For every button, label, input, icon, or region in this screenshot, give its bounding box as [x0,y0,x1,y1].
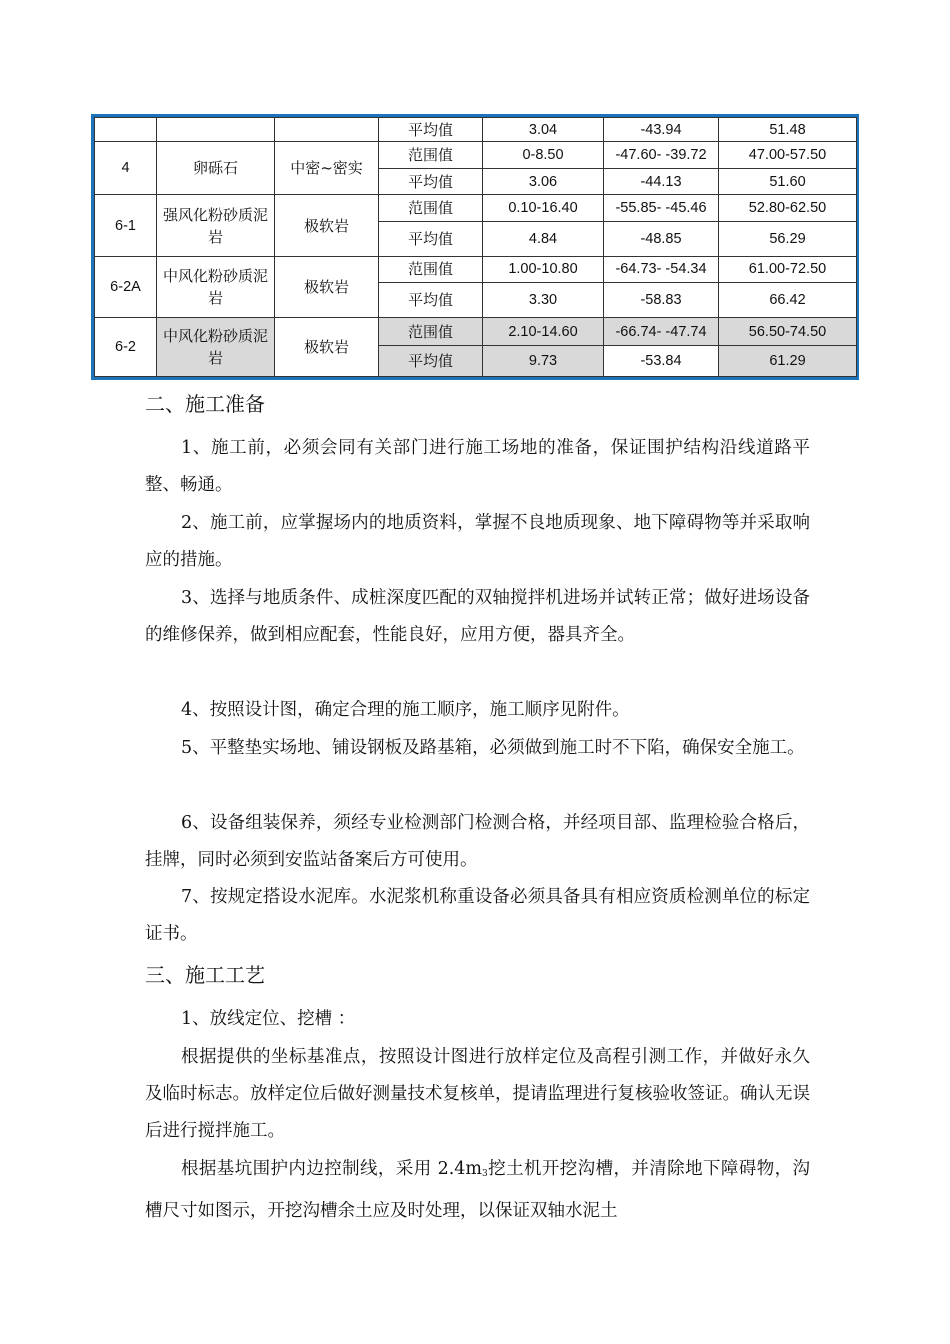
paragraph [145,1151,810,1230]
value-cell: 4.84 [483,221,604,256]
value-cell: 61.00-72.50 [719,256,857,283]
layer-cell: 4 [95,142,157,195]
value-cell: 51.60 [719,168,857,195]
paragraph: 1、放线定位、挖槽 ： [181,1009,356,1029]
value-cell: -66.74- -47.74 [604,317,719,346]
name-cell: 强风化粉砂质泥岩 [157,195,275,256]
value-cell: 56.50-74.50 [719,317,857,346]
table-row [95,195,857,222]
value-cell: -53.84 [604,346,719,377]
value-cell: 0.10-16.40 [483,195,604,222]
stat-cell: 平均值 [379,168,483,195]
density-cell: 极软岩 [275,256,379,317]
layer-cell: 6-2 [95,317,157,376]
value-cell: -44.13 [604,168,719,195]
paragraph-text: 根据基坑围护内边控制线，采用 2.4m [181,1159,483,1179]
value-cell: -58.83 [604,283,719,318]
value-cell: 47.00-57.50 [719,142,857,169]
unit-superscript: 3 [482,1169,488,1179]
stat-cell: 平均值 [379,221,483,256]
value-cell: 52.80-62.50 [719,195,857,222]
paragraph: 5、平整垫实场地、铺设钢板及路基箱，必须做到施工时不下陷，确保安全施工。 [181,738,805,758]
stat-cell: 范围值 [379,317,483,346]
value-cell: 3.04 [483,118,604,142]
value-cell: 3.30 [483,283,604,318]
section-heading: 三、施工工艺 [145,963,265,987]
value-cell: -48.85 [604,221,719,256]
stat-cell: 平均值 [379,346,483,377]
paragraph: 4、按照设计图，确定合理的施工顺序，施工顺序见附件。 [181,700,630,720]
soil-layer-table [91,114,859,380]
value-cell: 56.29 [719,221,857,256]
value-cell: 51.48 [719,118,857,142]
paragraph: 7、按规定搭设水泥库。水泥浆机称重设备必须具备具有相应资质检测单位的标定证书。 [145,887,810,944]
density-cell: 极软岩 [275,317,379,376]
stat-cell: 范围值 [379,142,483,169]
stat-cell: 平均值 [379,283,483,318]
density-cell [275,118,379,142]
value-cell: 3.06 [483,168,604,195]
value-cell: -55.85- -45.46 [604,195,719,222]
section-heading: 二、施工准备 [145,392,265,416]
table-row [95,118,857,142]
table-row [95,317,857,346]
density-cell: 中密~密实 [275,142,379,195]
stat-cell: 平均值 [379,118,483,142]
layer-cell [95,118,157,142]
value-cell: 66.42 [719,283,857,318]
value-cell: -43.94 [604,118,719,142]
table-row [95,256,857,283]
paragraph: 1、施工前，必须会同有关部门进行施工场地的准备，保证围护结构沿线道路平整、畅通。 [145,438,810,495]
layer-cell: 6-1 [95,195,157,256]
paragraph-text: 挖土机开挖沟槽，并清除地下障碍物，沟槽尺寸如图示，开挖沟槽余土应及时处理，以保证双轴水泥土 [145,1159,811,1221]
table-row [95,142,857,169]
paragraph: 根据提供的坐标基准点，按照设计图进行放样定位及高程引测工作，并做好永久及临时标志。放样定位后做好测量技术复核单，提请监理进行复核验收签证。确认无误后进行搅拌施工。 [145,1047,810,1141]
density-cell: 极软岩 [275,195,379,256]
stat-cell: 范围值 [379,256,483,283]
layer-cell: 6-2A [95,256,157,317]
paragraph: 6、设备组装保养，须经专业检测部门检测合格，并经项目部、监理检验合格后，挂牌，同时必须到安监站备案后方可使用。 [145,813,810,870]
name-cell [157,118,275,142]
value-cell: 61.29 [719,346,857,377]
stat-cell: 范围值 [379,195,483,222]
value-cell: 1.00-10.80 [483,256,604,283]
value-cell: -64.73- -54.34 [604,256,719,283]
value-cell: -47.60- -39.72 [604,142,719,169]
value-cell: 2.10-14.60 [483,317,604,346]
name-cell: 卵砾石 [157,142,275,195]
name-cell: 中风化粉砂质泥岩 [157,256,275,317]
value-cell: 9.73 [483,346,604,377]
paragraph: 2、施工前，应掌握场内的地质资料，掌握不良地质现象、地下障碍物等并采取响应的措施。 [145,513,810,570]
value-cell: 0-8.50 [483,142,604,169]
paragraph: 3、选择与地质条件、成桩深度匹配的双轴搅拌机进场并试转正常；做好进场设备的维修保养，做到相应配套，性能良好，应用方便，器具齐全。 [145,588,810,645]
name-cell: 中风化粉砂质泥岩 [157,317,275,376]
